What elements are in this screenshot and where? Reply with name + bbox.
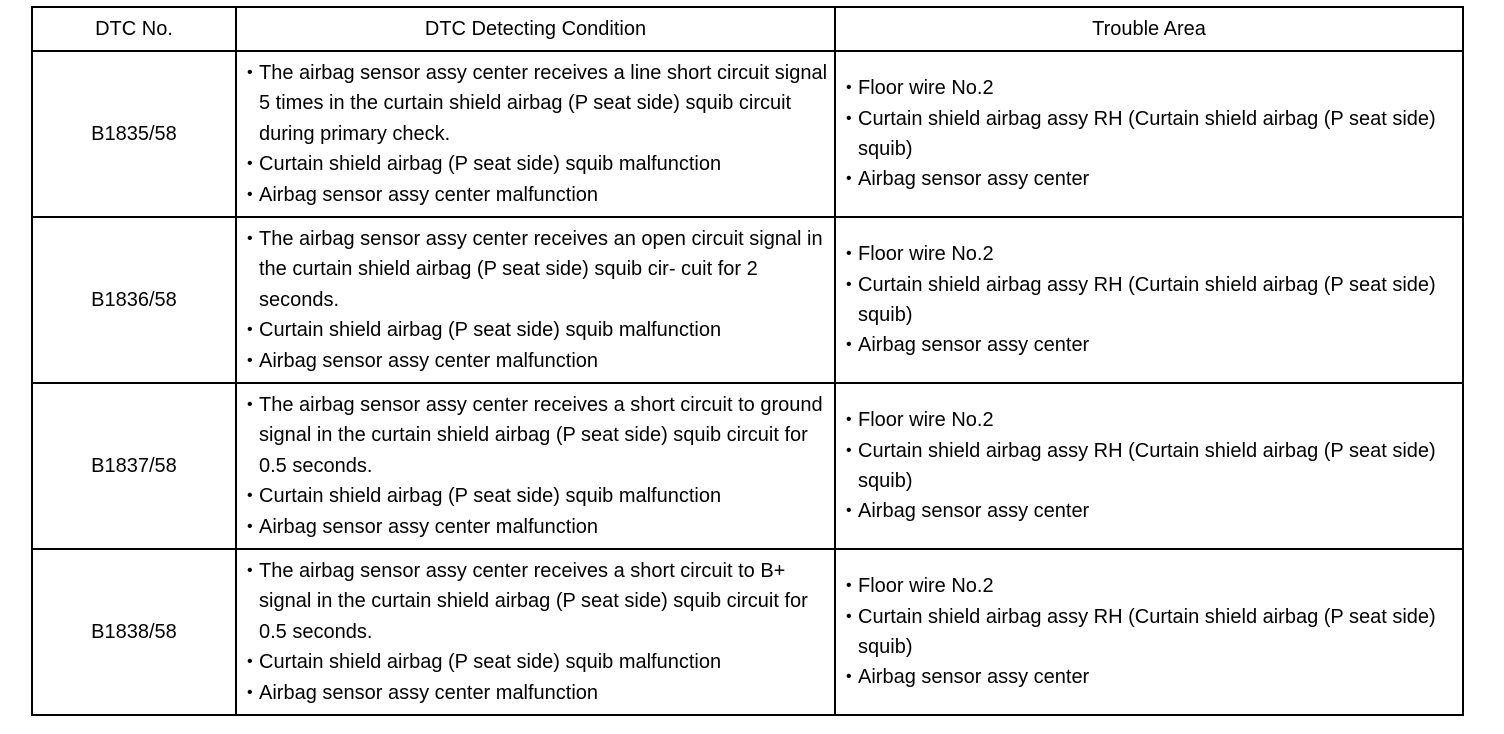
trouble-area-cell [835, 549, 1463, 715]
list-item: • Curtain shield airbag assy RH (Curtain shield airbag (P seat side) squib) [846, 602, 1456, 663]
trouble-area-cell [835, 217, 1463, 383]
detecting-condition-cell [236, 549, 835, 715]
list-item: • Curtain shield airbag (P seat side) squib malfunction [247, 481, 828, 511]
header-dtc-no: DTC No. [32, 7, 236, 51]
dtc-code: B1835/58 [32, 51, 236, 217]
table-row [32, 383, 1463, 549]
list-item: • Curtain shield airbag (P seat side) squib malfunction [247, 647, 828, 677]
dtc-table [31, 6, 1464, 716]
list-item: • The airbag sensor assy center receives a line short circuit signal 5 times in the curtain shield airbag (P seat side) squib circuit during primary check. [247, 58, 828, 149]
list-item: • Curtain shield airbag assy RH (Curtain shield airbag (P seat side) squib) [846, 436, 1456, 497]
bullet-icon: • [846, 79, 852, 97]
bullet-icon: • [846, 502, 852, 520]
list-item: • Airbag sensor assy center [846, 164, 1456, 194]
list-item: • Airbag sensor assy center [846, 496, 1456, 526]
condition-list [247, 58, 828, 210]
bullet-icon: • [247, 351, 253, 369]
area-list [846, 571, 1456, 693]
bullet-icon: • [247, 185, 253, 203]
list-item: • Airbag sensor assy center [846, 330, 1456, 360]
list-item: • Airbag sensor assy center [846, 662, 1456, 692]
bullet-icon: • [247, 517, 253, 535]
trouble-area-cell [835, 383, 1463, 549]
bullet-icon: • [846, 411, 852, 429]
bullet-icon: • [846, 170, 852, 188]
area-list [846, 73, 1456, 195]
list-item: • The airbag sensor assy center receives a short circuit to B+ signal in the curtain shield airbag (P seat side) squib circuit for 0.5 seconds. [247, 556, 828, 647]
detecting-condition-cell [236, 217, 835, 383]
list-item: • Curtain shield airbag assy RH (Curtain shield airbag (P seat side) squib) [846, 270, 1456, 331]
list-item: • The airbag sensor assy center receives an open circuit signal in the curtain shield airbag (P seat side) squib cir- cuit for 2 seconds. [247, 224, 828, 315]
trouble-area-cell [835, 51, 1463, 217]
dtc-code: B1838/58 [32, 549, 236, 715]
bullet-icon: • [247, 321, 253, 339]
list-item: • The airbag sensor assy center receives a short circuit to ground signal in the curtain shield airbag (P seat side) squib circuit for 0.5 seconds. [247, 390, 828, 481]
bullet-icon: • [247, 561, 253, 579]
bullet-icon: • [846, 336, 852, 354]
list-item: • Floor wire No.2 [846, 73, 1456, 103]
dtc-code: B1837/58 [32, 383, 236, 549]
bullet-icon: • [846, 441, 852, 459]
list-item: • Airbag sensor assy center malfunction [247, 512, 828, 542]
list-item: • Floor wire No.2 [846, 571, 1456, 601]
list-item: • Airbag sensor assy center malfunction [247, 180, 828, 210]
header-detecting-condition: DTC Detecting Condition [236, 7, 835, 51]
condition-list [247, 390, 828, 542]
bullet-icon: • [247, 395, 253, 413]
list-item: • Floor wire No.2 [846, 405, 1456, 435]
header-trouble-area: Trouble Area [835, 7, 1463, 51]
list-item: • Airbag sensor assy center malfunction [247, 678, 828, 708]
detecting-condition-cell [236, 51, 835, 217]
bullet-icon: • [247, 229, 253, 247]
bullet-icon: • [846, 668, 852, 686]
bullet-icon: • [247, 683, 253, 701]
bullet-icon: • [247, 63, 253, 81]
table-row [32, 51, 1463, 217]
condition-list [247, 224, 828, 376]
detecting-condition-cell [236, 383, 835, 549]
table-row [32, 217, 1463, 383]
dtc-code: B1836/58 [32, 217, 236, 383]
list-item: • Curtain shield airbag (P seat side) squib malfunction [247, 149, 828, 179]
area-list [846, 405, 1456, 527]
table-header-row [32, 7, 1463, 51]
list-item: • Curtain shield airbag (P seat side) squib malfunction [247, 315, 828, 345]
bullet-icon: • [247, 155, 253, 173]
bullet-icon: • [846, 109, 852, 127]
bullet-icon: • [247, 487, 253, 505]
bullet-icon: • [846, 245, 852, 263]
area-list [846, 239, 1456, 361]
bullet-icon: • [846, 607, 852, 625]
list-item: • Curtain shield airbag assy RH (Curtain shield airbag (P seat side) squib) [846, 104, 1456, 165]
condition-list [247, 556, 828, 708]
list-item: • Airbag sensor assy center malfunction [247, 346, 828, 376]
table-row [32, 549, 1463, 715]
bullet-icon: • [846, 275, 852, 293]
list-item: • Floor wire No.2 [846, 239, 1456, 269]
bullet-icon: • [846, 577, 852, 595]
bullet-icon: • [247, 653, 253, 671]
